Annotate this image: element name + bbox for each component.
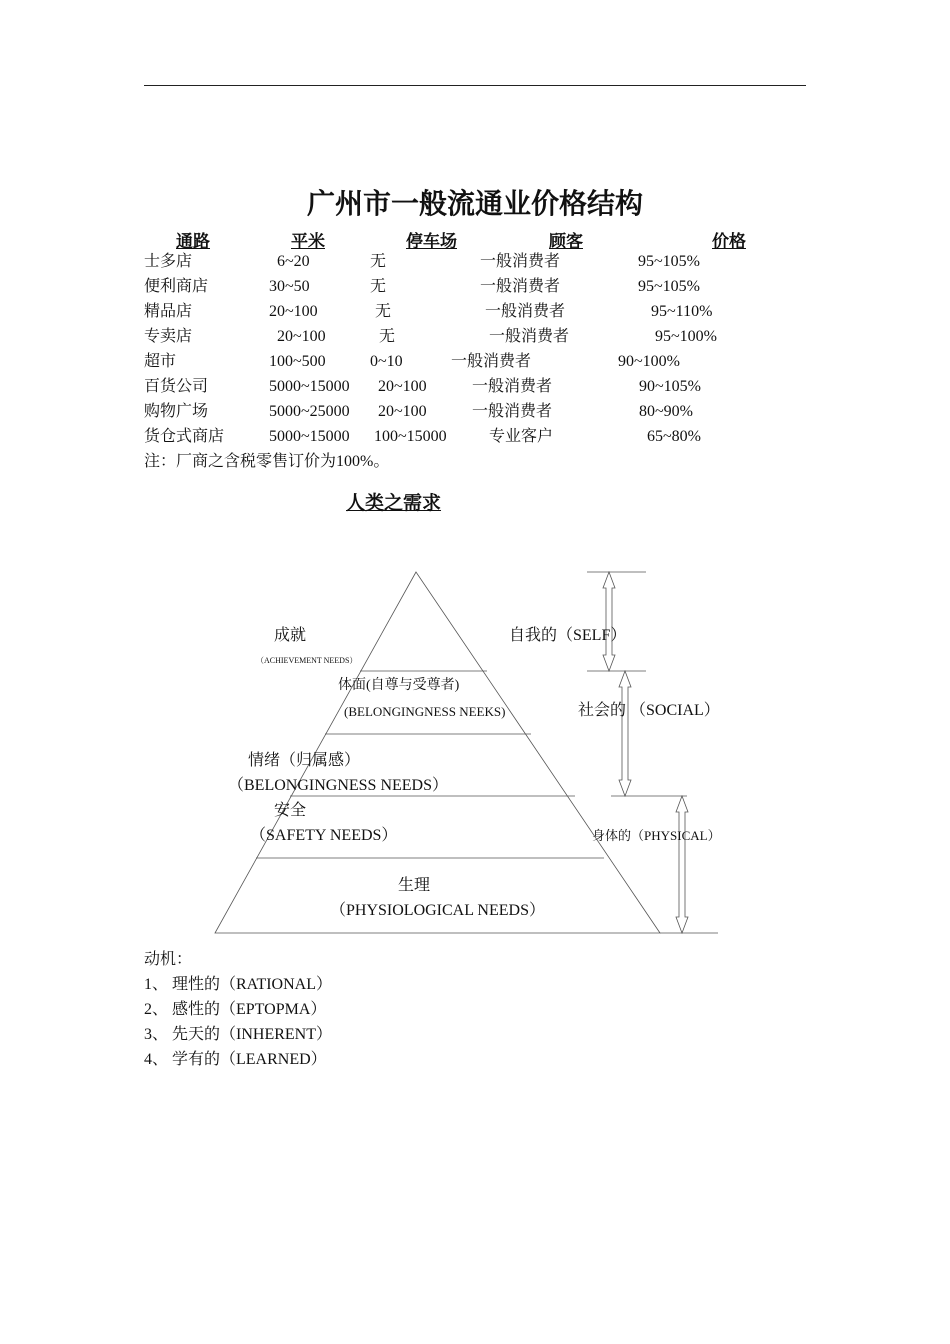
cell-price: 95~105% bbox=[638, 253, 700, 270]
cell-parking: 无 bbox=[379, 328, 396, 345]
category-self: 自我的（SELF） bbox=[509, 627, 627, 644]
category-social: 社会的 （SOCIAL） bbox=[578, 702, 720, 719]
level-achievement-en: （ACHIEVEMENT NEEDS） bbox=[256, 656, 358, 665]
cell-parking: 0~10 bbox=[370, 353, 403, 370]
page-title: 广州市一般流通业价格结构 bbox=[306, 187, 643, 220]
table-note: 注：厂商之含税零售订价为100%。 bbox=[144, 453, 390, 470]
cell-area: 30~50 bbox=[269, 278, 310, 295]
self-range-arrow bbox=[603, 572, 615, 671]
list-item: 4、 学有的（LEARNED） bbox=[144, 1051, 327, 1068]
cell-parking: 无 bbox=[370, 253, 387, 270]
level-achievement: 成就 bbox=[274, 627, 307, 644]
cell-price: 90~105% bbox=[639, 378, 701, 395]
motivation-heading: 动机： bbox=[144, 951, 193, 968]
level-safety-en: （SAFETY NEEDS） bbox=[250, 827, 398, 844]
cell-parking: 20~100 bbox=[378, 403, 427, 420]
cell-area: 5000~15000 bbox=[269, 378, 350, 395]
cell-customer: 一般消费者 bbox=[485, 303, 566, 320]
cell-channel: 精品店 bbox=[144, 303, 193, 320]
cell-area: 20~100 bbox=[269, 303, 318, 320]
cell-area: 20~100 bbox=[277, 328, 326, 345]
cell-price: 90~100% bbox=[618, 353, 680, 370]
cell-customer: 一般消费者 bbox=[472, 378, 553, 395]
cell-customer: 一般消费者 bbox=[472, 403, 553, 420]
social-range-arrow bbox=[619, 671, 631, 796]
col-header-customer: 顾客 bbox=[549, 232, 583, 252]
cell-channel: 购物广场 bbox=[144, 403, 209, 420]
cell-parking: 无 bbox=[375, 303, 392, 320]
cell-price: 95~105% bbox=[638, 278, 700, 295]
level-safety: 安全 bbox=[274, 802, 307, 819]
cell-area: 100~500 bbox=[269, 353, 326, 370]
col-header-area: 平米 bbox=[291, 232, 325, 252]
physical-range-arrow bbox=[676, 796, 688, 933]
level-physiological: 生理 bbox=[398, 877, 431, 894]
col-header-channel: 通路 bbox=[176, 232, 210, 252]
cell-parking: 无 bbox=[370, 278, 387, 295]
cell-channel: 货仓式商店 bbox=[144, 428, 225, 445]
cell-channel: 超市 bbox=[144, 353, 177, 370]
cell-channel: 士多店 bbox=[144, 253, 193, 270]
cell-price: 80~90% bbox=[639, 403, 693, 420]
cell-customer: 一般消费者 bbox=[451, 353, 532, 370]
cell-customer: 一般消费者 bbox=[480, 253, 561, 270]
level-esteem: 体面(自尊与受尊者) bbox=[338, 678, 460, 693]
cell-area: 6~20 bbox=[277, 253, 310, 270]
cell-area: 5000~15000 bbox=[269, 428, 350, 445]
cell-price: 95~110% bbox=[651, 303, 713, 320]
cell-parking: 20~100 bbox=[378, 378, 427, 395]
list-item: 2、 感性的（EPTOPMA） bbox=[144, 1001, 327, 1018]
list-item: 1、 理性的（RATIONAL） bbox=[144, 976, 332, 993]
cell-customer: 一般消费者 bbox=[480, 278, 561, 295]
cell-channel: 百货公司 bbox=[144, 378, 209, 395]
cell-price: 95~100% bbox=[655, 328, 717, 345]
level-physiological-en: （PHYSIOLOGICAL NEEDS） bbox=[330, 902, 545, 919]
cell-parking: 100~15000 bbox=[374, 428, 447, 445]
needs-title: 人类之需求 bbox=[346, 492, 442, 514]
level-esteem-en: (BELONGINGNESS NEEKS) bbox=[344, 704, 506, 719]
cell-price: 65~80% bbox=[647, 428, 701, 445]
list-item: 3、 先天的（INHERENT） bbox=[144, 1026, 332, 1043]
cell-channel: 便利商店 bbox=[144, 278, 209, 295]
level-belonging: 情绪（归属感） bbox=[248, 752, 361, 769]
category-physical: 身体的（PHYSICAL） bbox=[592, 828, 721, 843]
cell-customer: 专业客户 bbox=[489, 428, 554, 445]
col-header-parking: 停车场 bbox=[406, 232, 457, 252]
cell-channel: 专卖店 bbox=[144, 328, 193, 345]
cell-area: 5000~25000 bbox=[269, 403, 350, 420]
col-header-price: 价格 bbox=[712, 232, 746, 252]
level-belonging-en: （BELONGINGNESS NEEDS） bbox=[228, 777, 449, 794]
cell-customer: 一般消费者 bbox=[489, 328, 570, 345]
